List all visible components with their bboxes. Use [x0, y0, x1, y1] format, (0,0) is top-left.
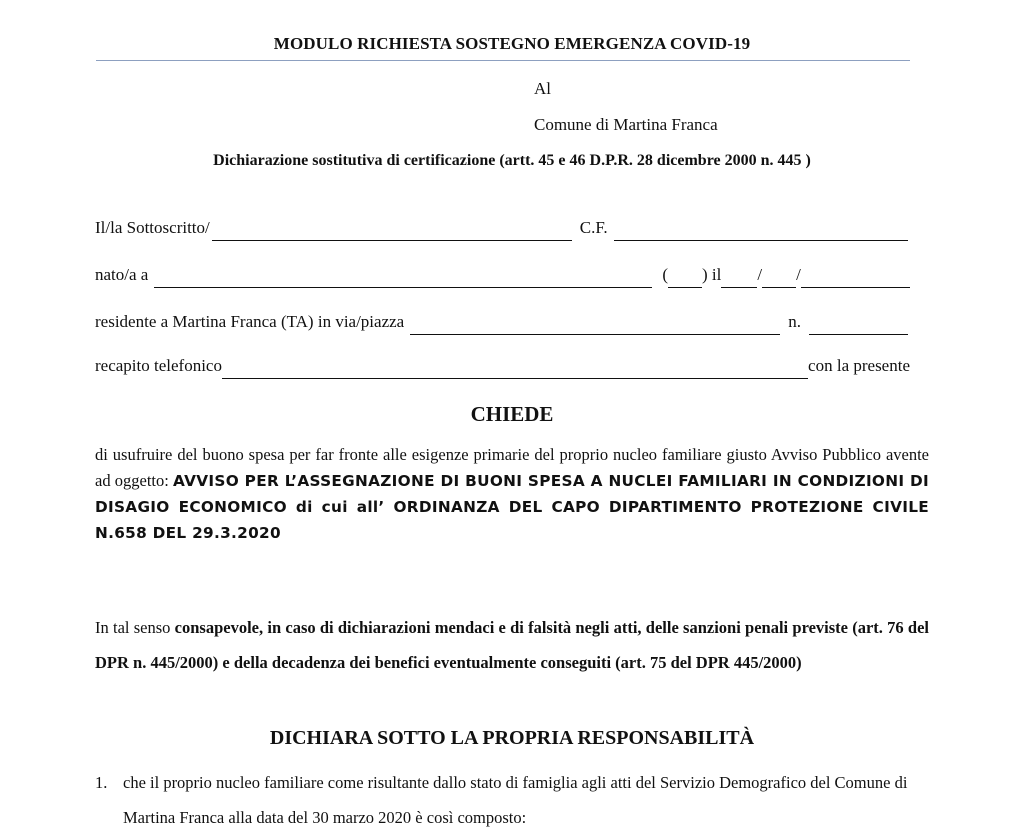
provincia-field[interactable] — [668, 271, 702, 288]
via-field[interactable] — [410, 318, 780, 335]
list-item-number: 1. — [95, 773, 108, 792]
provincia-open: ( — [662, 265, 669, 284]
cf-label: C.F. — [579, 218, 608, 237]
list-item-text: che il proprio nucleo familiare come risultante dallo stato di famiglia agli atti del Servizio Demografico del Comune di Martina Franca alla data del 30 marzo 2020 è così composto: — [123, 773, 908, 827]
addressee-line-2: Comune di Martina Franca — [534, 115, 718, 134]
chiede-text-bold: AVVISO PER L’ASSEGNAZIONE DI BUONI SPESA A NUCLEI FAMILIARI IN CONDIZIONI DI DISAGIO ECONOMICO di cui all’ ORDINANZA DEL CAPO DIPARTIMENTO PROTEZIONE CIVILE N.658 DEL 29.3.2020 — [95, 472, 929, 542]
recapito-label: recapito telefonico — [95, 356, 222, 375]
chiede-paragraph — [95, 442, 929, 546]
mese-field[interactable] — [762, 271, 796, 288]
form-subtitle: Dichiarazione sostitutiva di certificazione (artt. 45 e 46 D.P.R. 28 dicembre 2000 n. 445 ) — [213, 152, 811, 169]
nascita-row — [95, 265, 910, 285]
date-separator: / — [796, 265, 801, 284]
list-item — [95, 765, 929, 835]
addressee-line-1: Al — [534, 79, 551, 98]
chiede-heading: CHIEDE — [470, 402, 554, 426]
consapevole-text-intro: In tal senso — [95, 618, 175, 637]
numero-label: n. — [788, 312, 801, 331]
consapevole-text-bold: consapevole, in caso di dichiarazioni mendaci e di falsità negli atti, delle sanzioni penali previste (art. 76 del DPR n. 445/2000) e della decadenza dei benefici eventualmente conseguiti (art. 75 del DPR 445/2000) — [95, 618, 930, 672]
anno-field[interactable] — [801, 271, 910, 288]
sottoscritto-row — [95, 218, 910, 238]
form-title: MODULO RICHIESTA SOSTEGNO EMERGENZA COVID-19 — [273, 34, 751, 53]
sottoscritto-field[interactable] — [212, 224, 572, 241]
telefono-field[interactable] — [222, 362, 808, 379]
date-separator: / — [757, 265, 763, 284]
consapevole-paragraph — [95, 610, 929, 680]
title-divider — [96, 60, 910, 61]
cf-field[interactable] — [614, 224, 908, 241]
luogo-nascita-field[interactable] — [154, 271, 652, 288]
sottoscritto-label: Il/la Sottoscritto/ — [95, 218, 210, 237]
residente-label: residente a Martina Franca (TA) in via/piazza — [95, 312, 405, 331]
dichiara-heading: DICHIARA SOTTO LA PROPRIA RESPONSABILITÀ — [269, 727, 755, 749]
presente-label: con la presente — [808, 356, 910, 375]
nato-label: nato/a a — [95, 265, 149, 284]
giorno-field[interactable] — [721, 271, 757, 288]
recapito-row — [95, 356, 910, 376]
provincia-close-il: ) il — [702, 265, 722, 284]
numero-field[interactable] — [809, 318, 908, 335]
chiede-text-intro: di usufruire del buono spesa per far fronte alle esigenze primarie del proprio nucleo familiare giusto Avviso Pubblico avente ad oggetto: — [95, 445, 929, 490]
residenza-row — [95, 312, 910, 332]
